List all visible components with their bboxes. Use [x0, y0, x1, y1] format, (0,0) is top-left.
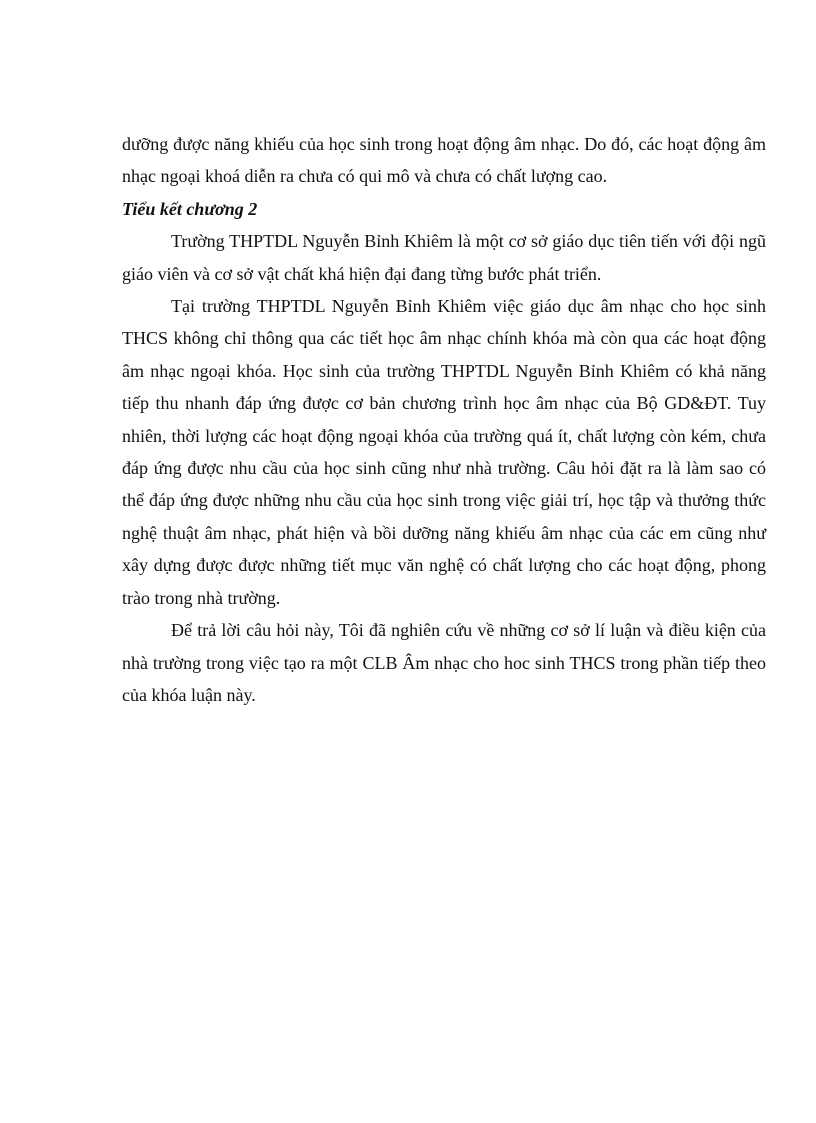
paragraph-2: Tại trường THPTDL Nguyễn Bỉnh Khiêm việc giáo dục âm nhạc cho học sinh THCS không chỉ thông qua các tiết học âm nhạc chính khóa mà còn qua các hoạt động âm nhạc ngoại khóa. Học sinh của trường THPTDL Nguyễn Bỉnh Khiêm có khả năng tiếp thu nhanh đáp ứng được cơ bản chương trình học âm nhạc của Bộ GD&ĐT. Tuy nhiên, thời lượng các hoạt động ngoại khóa của trường quá ít, chất lượng còn kém, chưa đáp ứng được nhu cầu của học sinh cũng như nhà trường. Câu hỏi đặt ra là làm sao có thể đáp ứng được những nhu cầu của học sinh trong việc giải trí, học tập và thưởng thức nghệ thuật âm nhạc, phát hiện và bồi dưỡng năng khiếu âm nhạc của các em cũng như xây dựng được được những tiết mục văn nghệ có chất lượng cho các hoạt động, phong trào trong nhà trường.	[122, 296, 766, 608]
paragraph-3: Để trả lời câu hỏi này, Tôi đã nghiên cứu về những cơ sở lí luận và điều kiện của nhà trường trong việc tạo ra một CLB Âm nhạc cho hoc sinh THCS trong phần tiếp theo của khóa luận này.	[122, 620, 766, 705]
continuation-paragraph: dưỡng được năng khiếu của học sinh trong hoạt động âm nhạc. Do đó, các hoạt động âm nhạc ngoại khoá diễn ra chưa có qui mô và chưa có chất lượng cao.	[122, 134, 766, 187]
section-heading: Tiểu kết chương 2	[122, 198, 258, 219]
document-body	[122, 128, 766, 711]
paragraph-1: Trường THPTDL Nguyễn Bỉnh Khiêm là một cơ sở giáo dục tiên tiến với đội ngũ giáo viên và cơ sở vật chất khá hiện đại đang từng bước phát triển.	[122, 231, 766, 284]
